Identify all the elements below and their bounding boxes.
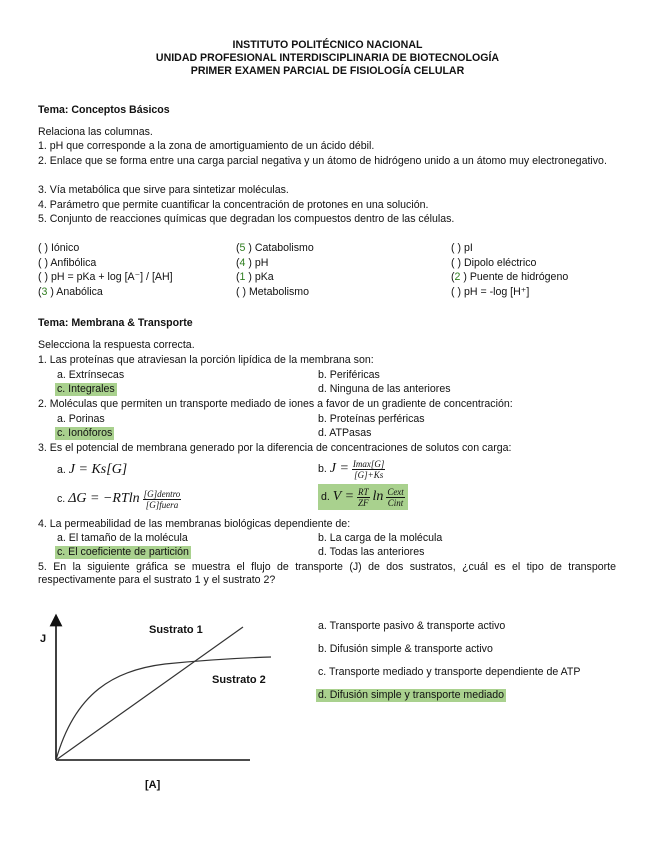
match-col3-row1: ( ) pI [451, 242, 473, 254]
q3-option-c[interactable]: c. ΔG = −RTln $\frac{\text{[G]dentro}}{\text{[G]fuera}}$ [57, 488, 181, 510]
q4-option-d[interactable]: d. Todas las anteriores [318, 546, 425, 558]
match-col1-row4: (3 ) Anabólica [38, 286, 103, 298]
q5-option-c[interactable]: c. Transporte mediado y transporte dependiente de ATP [318, 666, 581, 678]
match-col1-row2: ( ) Anfibólica [38, 257, 97, 269]
section1-item-3: 3. Vía metabólica que sirve para sintetizar moléculas. [38, 184, 289, 196]
header-line-3: PRIMER EXAMEN PARCIAL DE FISIOLOGÍA CELULAR [190, 65, 465, 77]
series-label-sustrato-1: Sustrato 1 [149, 624, 203, 636]
section2-title: Tema: Membrana & Transporte [38, 317, 193, 329]
q4-option-b[interactable]: b. La carga de la molécula [318, 532, 443, 544]
y-axis-label: J [40, 633, 47, 645]
q3-option-d-selected[interactable]: d. V = $\frac{RT}{ZF}$ ln $\frac{\text{Cext}}{\text{Cint}}$ [318, 484, 408, 510]
answer-number[interactable]: 4 [239, 257, 246, 269]
match-col1-row1: ( ) Iónico [38, 242, 80, 254]
series-line-sustrato-1 [56, 627, 243, 760]
q2-option-d[interactable]: d. ATPasas [318, 427, 372, 439]
section2-instruction: Selecciona la respuesta correcta. [38, 339, 195, 351]
q1-option-a[interactable]: a. Extrínsecas [57, 369, 125, 381]
match-col2-row3: (1 ) pKa [236, 271, 274, 283]
q5-option-a[interactable]: a. Transporte pasivo & transporte activo [318, 620, 506, 632]
answer-number[interactable]: 3 [41, 286, 48, 298]
q2-option-c-selected[interactable]: c. Ionóforos [57, 427, 113, 439]
match-col3-row3: (2 ) Puente de hidrógeno [451, 271, 569, 283]
q4-option-c-selected[interactable]: c. El coeficiente de partición [57, 546, 189, 558]
match-col3-row2: ( ) Dipolo eléctrico [451, 257, 537, 269]
q2-text: 2. Moléculas que permiten un transporte mediado de iones a favor de un gradiente de concentración: [38, 398, 513, 410]
q1-option-c-selected[interactable]: c. Integrales [57, 383, 115, 395]
match-col3-row4: ( ) pH = -log [H⁺] [451, 286, 530, 298]
q3-text: 3. Es el potencial de membrana generado por la diferencia de concentraciones de solutos con carga: [38, 442, 512, 454]
answer-number[interactable]: 5 [239, 242, 246, 254]
series-label-sustrato-2: Sustrato 2 [212, 674, 266, 686]
q3-option-b[interactable]: b. J = $\frac{Imax[G]}{[G]+Ks}$ [318, 458, 385, 480]
match-col2-row4: ( ) Metabolismo [236, 286, 310, 298]
q3-formula-c-fraction: $\frac{\text{[G]dentro}}{\text{[G]fuera}}$ [143, 488, 181, 510]
match-col2-row2: (4 ) pH [236, 257, 269, 269]
series-curve-sustrato-2 [56, 657, 271, 760]
q3-formula-a: J = Ks[G] [68, 462, 128, 477]
q1-option-d[interactable]: d. Ninguna de las anteriores [318, 383, 451, 395]
answer-number[interactable]: 1 [239, 271, 246, 283]
header-line-2: UNIDAD PROFESIONAL INTERDISCIPLINARIA DE BIOTECNOLOGÍA [155, 52, 500, 64]
q2-option-b[interactable]: b. Proteínas perféricas [318, 413, 425, 425]
q1-option-b[interactable]: b. Periféricas [318, 369, 380, 381]
q4-option-a[interactable]: a. El tamaño de la molécula [57, 532, 188, 544]
q5-text: 5. En la siguiente gráfica se muestra el flujo de transporte (J) de dos sustratos, ¿cuál es el tipo de transporte respectivamente para el sustrato 1 y el sustrato 2? [38, 561, 616, 586]
section1-item-1: 1. pH que corresponde a la zona de amortiguamiento de un ácido débil. [38, 140, 375, 152]
q3-option-a[interactable]: a. J = Ks[G] [57, 462, 128, 477]
match-col1-row3: ( ) pH = pKa + log [A⁻] / [AH] [38, 271, 173, 283]
q3-formula-b-fraction: $\frac{Imax[G]}{[G]+Ks}$ [352, 458, 385, 480]
section1-instruction: Relaciona las columnas. [38, 126, 153, 138]
q4-text: 4. La permeabilidad de las membranas biológicas dependiente de: [38, 518, 351, 530]
q2-option-a[interactable]: a. Porinas [57, 413, 105, 425]
section1-title: Tema: Conceptos Básicos [38, 104, 170, 116]
header-line-1: INSTITUTO POLITÉCNICO NACIONAL [232, 39, 423, 51]
q5-option-b[interactable]: b. Difusión simple & transporte activo [318, 643, 493, 655]
transport-flux-chart [35, 612, 285, 797]
q1-text: 1. Las proteínas que atraviesan la porción lipídica de la membrana son: [38, 354, 374, 366]
section1-item-5: 5. Conjunto de reacciones químicas que degradan los compuestos dentro de las células. [38, 213, 455, 225]
section1-item-2: 2. Enlace que se forma entre una carga parcial negativa y un átomo de hidrógeno unido a un átomo muy electronegativo. [38, 155, 607, 167]
x-axis-label: [A] [145, 779, 161, 791]
answer-number[interactable]: 2 [454, 271, 461, 283]
section1-item-4: 4. Parámetro que permite cuantificar la concentración de protones en una solución. [38, 199, 429, 211]
q5-option-d-selected[interactable]: d. Difusión simple y transporte mediado [318, 689, 505, 701]
match-col2-row1: (5 ) Catabolismo [236, 242, 314, 254]
